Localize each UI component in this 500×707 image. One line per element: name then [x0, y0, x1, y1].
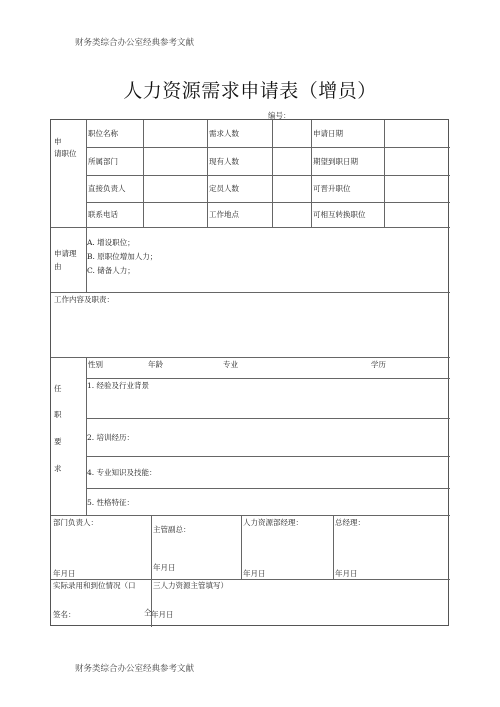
duties-label: 工作内容及职责： — [54, 295, 114, 304]
work-location-label: 工作地点 — [209, 210, 239, 219]
column-divider — [143, 120, 144, 227]
reason-option-a: A. 增设职位； — [87, 238, 135, 247]
promotable-label: 可晋升职位 — [313, 184, 351, 193]
reason-option-c: C. 储备人力； — [87, 266, 135, 275]
apply-date-label: 申请日期 — [313, 129, 343, 138]
position-section-label-2: 请职位 — [54, 149, 77, 158]
row-divider — [86, 378, 450, 379]
contact-phone-label: 联系电话 — [88, 210, 118, 219]
age-label: 年龄 — [148, 360, 163, 369]
row-divider — [51, 579, 450, 580]
column-divider — [311, 120, 312, 227]
gm-label: 总经理： — [335, 518, 365, 527]
requirement-item-personality: 5. 性格特征： — [87, 498, 135, 507]
serial-number-label: 编号： — [268, 111, 291, 120]
row-divider — [86, 456, 450, 457]
transferable-label: 可相互转换职位 — [313, 210, 366, 219]
education-label: 学历 — [371, 360, 386, 369]
hr-fill-note: 三人力资源主管填写） — [153, 581, 228, 590]
requirements-label-char: 求 — [54, 464, 62, 473]
deputy-gm-label: 主管副总： — [153, 525, 191, 534]
hr-manager-date: 年月日 — [243, 569, 266, 578]
row-divider — [86, 175, 450, 176]
gender-label: 性别 — [88, 360, 103, 369]
row-divider — [86, 147, 450, 148]
requirements-label-char: 要 — [54, 437, 62, 446]
requirements-label-char: 任 — [54, 384, 62, 393]
dept-head-label: 部门负责人： — [53, 518, 98, 527]
column-divider — [333, 515, 334, 579]
reason-option-b: B. 原职位增加人力； — [87, 252, 158, 261]
quota-label: 定员人数 — [209, 184, 239, 193]
position-section-label: 申 — [54, 137, 62, 146]
form-title: 人力资源需求申请表（增员） — [123, 80, 377, 102]
row-divider — [51, 515, 450, 516]
dept-head-date: 年月日 — [53, 569, 76, 578]
column-divider — [86, 120, 87, 227]
actual-hiring-label: 实际录用和到位情况（口 — [53, 581, 136, 590]
signature-label: 签名： — [53, 610, 76, 619]
row-divider — [51, 292, 450, 293]
row-divider — [51, 357, 450, 358]
application-form — [50, 119, 449, 626]
page-footer: 财务类综合办公室经典参考文献 — [75, 664, 195, 674]
column-divider — [384, 120, 385, 227]
supervisor-label: 直接负责人 — [88, 184, 126, 193]
requirement-item-experience: 1. 经验及行业背景 — [87, 381, 150, 390]
major-label: 专业 — [223, 360, 238, 369]
requirements-label-char: 职 — [54, 410, 62, 419]
requirement-item-skills: 4. 专业知识及技能： — [87, 468, 157, 477]
column-divider — [241, 515, 242, 579]
job-title-label: 职位名称 — [88, 129, 118, 138]
reason-section-label-2: 由 — [54, 262, 62, 271]
required-count-label: 需求人数 — [209, 129, 239, 138]
row-divider — [51, 227, 450, 228]
expected-start-label: 期望到职日期 — [313, 157, 358, 166]
current-staff-label: 现有人数 — [209, 157, 239, 166]
column-divider — [272, 120, 273, 227]
reason-section-label: 申请理 — [54, 249, 77, 258]
row-divider — [86, 418, 450, 419]
signature-mark: 仝 — [144, 608, 152, 617]
row-divider — [86, 488, 450, 489]
column-divider — [207, 120, 208, 227]
deputy-gm-date: 年月日 — [153, 563, 176, 572]
department-label: 所属部门 — [88, 157, 118, 166]
gm-date: 年月日 — [335, 569, 358, 578]
requirement-item-training: 2. 培训经历： — [87, 433, 135, 442]
row-divider — [86, 202, 450, 203]
signature-date: 年月日 — [151, 610, 174, 619]
page-header: 财务类综合办公室经典参考文献 — [75, 38, 195, 48]
hr-manager-label: 人力资源部经理： — [243, 518, 303, 527]
